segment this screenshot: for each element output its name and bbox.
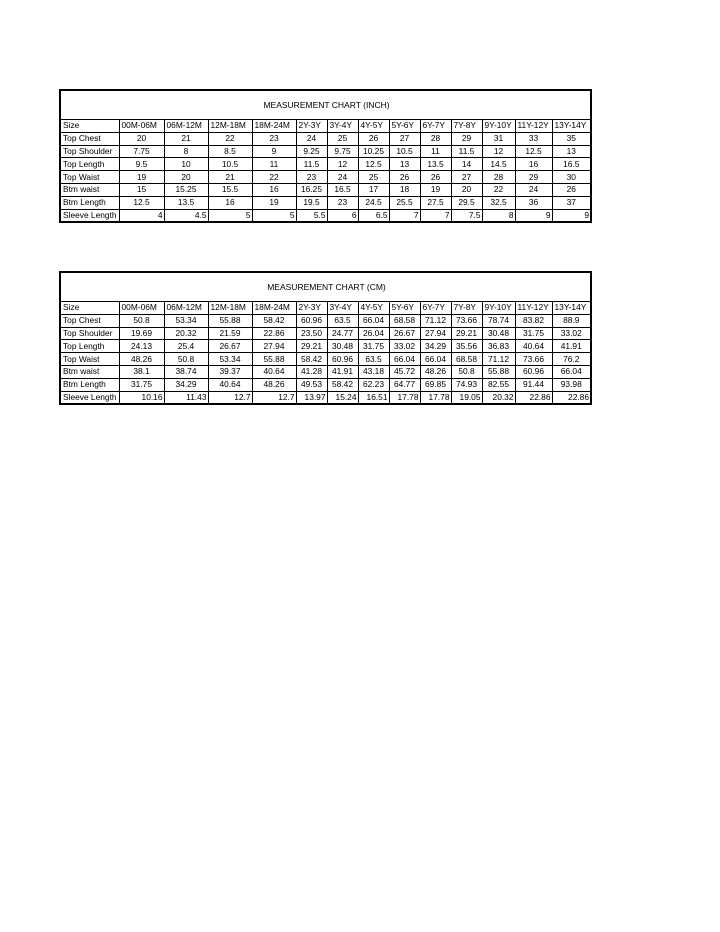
measurement-cell: 50.8 <box>164 353 208 366</box>
measurement-cell: 12.7 <box>208 391 252 403</box>
size-header-cell: 06M-12M <box>164 302 208 314</box>
measurement-cell: 32.5 <box>482 196 515 209</box>
measurement-cell: 12.5 <box>515 145 552 158</box>
measurement-cell: 40.64 <box>515 340 552 353</box>
measurement-cell: 16.25 <box>296 183 327 196</box>
measurement-cell: 6.5 <box>358 209 389 221</box>
measurement-cell: 7.75 <box>119 145 164 158</box>
size-header-cell: 2Y-3Y <box>296 302 327 314</box>
size-header-row <box>61 120 590 132</box>
measurement-cell: 76.2 <box>552 353 590 366</box>
measurement-cell: 26.67 <box>208 340 252 353</box>
measurement-cell: 53.34 <box>208 353 252 366</box>
measurement-cell: 24 <box>327 171 358 184</box>
measurement-cell: 26.04 <box>358 327 389 340</box>
row-label: Top Waist <box>61 171 119 184</box>
size-header-cell: 7Y-8Y <box>451 120 482 132</box>
measurement-cell: 20.32 <box>482 391 515 403</box>
measurement-cell: 9 <box>252 145 296 158</box>
measurement-cell: 93.98 <box>552 378 590 391</box>
measurement-cell: 68.58 <box>451 353 482 366</box>
size-header-cell: 6Y-7Y <box>420 302 451 314</box>
measurement-cell: 18 <box>389 183 420 196</box>
measurement-cell: 40.64 <box>208 378 252 391</box>
measurement-cell: 38.1 <box>119 365 164 378</box>
table-row <box>61 132 590 145</box>
measurement-cell: 48.26 <box>119 353 164 366</box>
row-label: Sleeve Length <box>61 209 119 221</box>
size-header-cell: 2Y-3Y <box>296 120 327 132</box>
measurement-cell: 17 <box>358 183 389 196</box>
row-label: Sleeve Length <box>61 391 119 403</box>
measurement-cell: 22.86 <box>252 327 296 340</box>
measurement-cell: 41.91 <box>552 340 590 353</box>
size-header-cell: 00M-06M <box>119 302 164 314</box>
measurement-cell: 11.5 <box>451 145 482 158</box>
measurement-cell: 20 <box>119 132 164 145</box>
measurement-cell: 9.75 <box>327 145 358 158</box>
measurement-cell: 33.02 <box>389 340 420 353</box>
measurement-cell: 16.51 <box>358 391 389 403</box>
measurement-cell: 31.75 <box>358 340 389 353</box>
measurement-cell: 78.74 <box>482 314 515 327</box>
measurement-cell: 26 <box>389 171 420 184</box>
measurement-cell: 88.9 <box>552 314 590 327</box>
measurement-cell: 10 <box>164 158 208 171</box>
measurement-cell: 33.02 <box>552 327 590 340</box>
measurement-cell: 10.5 <box>208 158 252 171</box>
measurement-cell: 8.5 <box>208 145 252 158</box>
size-header-cell: 4Y-5Y <box>358 302 389 314</box>
measurement-cell: 45.72 <box>389 365 420 378</box>
table-row <box>61 391 590 403</box>
measurement-cell: 15 <box>119 183 164 196</box>
row-label: Top Chest <box>61 132 119 145</box>
measurement-cell: 24.13 <box>119 340 164 353</box>
measurement-cell: 11.5 <box>296 158 327 171</box>
measurement-cell: 62.23 <box>358 378 389 391</box>
measurement-cell: 24.77 <box>327 327 358 340</box>
table-row <box>61 365 590 378</box>
measurement-cell: 17.78 <box>389 391 420 403</box>
measurement-cell: 5 <box>208 209 252 221</box>
measurement-cell: 24 <box>296 132 327 145</box>
table-row <box>61 183 590 196</box>
measurement-cell: 8 <box>164 145 208 158</box>
measurement-cell: 16.5 <box>327 183 358 196</box>
measurement-cell: 9 <box>515 209 552 221</box>
row-label: Top Waist <box>61 353 119 366</box>
measurement-cell: 66.04 <box>389 353 420 366</box>
size-header-cell: 5Y-6Y <box>389 120 420 132</box>
row-label: Top Chest <box>61 314 119 327</box>
measurement-cell: 50.8 <box>119 314 164 327</box>
measurement-cell: 22 <box>208 132 252 145</box>
measurement-cell: 43.18 <box>358 365 389 378</box>
measurement-cell: 26.67 <box>389 327 420 340</box>
measurement-cell: 26 <box>358 132 389 145</box>
measurement-chart-cm <box>59 271 592 405</box>
measurement-cell: 37 <box>552 196 590 209</box>
measurement-cell: 12 <box>482 145 515 158</box>
measurement-cell: 30.48 <box>482 327 515 340</box>
measurement-cell: 33 <box>515 132 552 145</box>
measurement-cell: 66.04 <box>420 353 451 366</box>
measurement-cell: 15.25 <box>164 183 208 196</box>
measurement-cell: 21 <box>164 132 208 145</box>
measurement-cell: 34.29 <box>164 378 208 391</box>
measurement-cell: 48.26 <box>420 365 451 378</box>
measurement-cell: 27.94 <box>420 327 451 340</box>
measurement-cell: 66.04 <box>358 314 389 327</box>
measurement-cell: 55.88 <box>208 314 252 327</box>
measurement-cell: 28 <box>482 171 515 184</box>
size-header-cell: 00M-06M <box>119 120 164 132</box>
measurement-cell: 21.59 <box>208 327 252 340</box>
size-header-cell: 18M-24M <box>252 120 296 132</box>
chart-title: MEASUREMENT CHART (INCH) <box>61 91 590 120</box>
size-header-cell: 6Y-7Y <box>420 120 451 132</box>
row-label: Top Shoulder <box>61 145 119 158</box>
measurement-cell: 24 <box>515 183 552 196</box>
measurement-cell: 23 <box>327 196 358 209</box>
size-header-cell: 9Y-10Y <box>482 302 515 314</box>
measurement-cell: 29.5 <box>451 196 482 209</box>
measurement-cell: 55.88 <box>252 353 296 366</box>
measurement-cell: 27.94 <box>252 340 296 353</box>
measurement-cell: 14.5 <box>482 158 515 171</box>
size-header-row <box>61 302 590 314</box>
size-header-cell: 4Y-5Y <box>358 120 389 132</box>
measurement-cell: 74.93 <box>451 378 482 391</box>
measurement-cell: 12 <box>327 158 358 171</box>
row-label: Top Shoulder <box>61 327 119 340</box>
measurement-cell: 5 <box>252 209 296 221</box>
measurement-cell: 91.44 <box>515 378 552 391</box>
size-header-cell: 12M-18M <box>208 120 252 132</box>
measurement-cell: 16 <box>252 183 296 196</box>
table-row <box>61 353 590 366</box>
measurement-cell: 19.05 <box>451 391 482 403</box>
table-row <box>61 196 590 209</box>
measurement-cell: 55.88 <box>482 365 515 378</box>
measurement-cell: 71.12 <box>482 353 515 366</box>
measurement-cell: 23 <box>252 132 296 145</box>
measurement-cell: 40.64 <box>252 365 296 378</box>
measurement-cell: 26 <box>552 183 590 196</box>
measurement-cell: 31 <box>482 132 515 145</box>
measurement-cell: 27 <box>389 132 420 145</box>
measurement-cell: 41.28 <box>296 365 327 378</box>
measurement-cell: 20.32 <box>164 327 208 340</box>
measurement-cell: 7 <box>420 209 451 221</box>
measurement-cell: 25.5 <box>389 196 420 209</box>
size-header-cell: 3Y-4Y <box>327 120 358 132</box>
size-header-cell: 18M-24M <box>252 302 296 314</box>
measurement-cell: 29.21 <box>296 340 327 353</box>
row-label: Btm waist <box>61 183 119 196</box>
measurement-cell: 41.91 <box>327 365 358 378</box>
measurement-cell: 9.5 <box>119 158 164 171</box>
measurement-cell: 22.86 <box>552 391 590 403</box>
measurement-cell: 39.37 <box>208 365 252 378</box>
measurement-cell: 83.82 <box>515 314 552 327</box>
size-header-label: Size <box>61 120 119 132</box>
measurement-cell: 30 <box>552 171 590 184</box>
measurement-cell: 73.66 <box>451 314 482 327</box>
measurement-cell: 25 <box>358 171 389 184</box>
measurement-cell: 11 <box>252 158 296 171</box>
measurement-cell: 22 <box>482 183 515 196</box>
measurement-cell: 10.16 <box>119 391 164 403</box>
size-header-cell: 7Y-8Y <box>451 302 482 314</box>
measurement-cell: 10.25 <box>358 145 389 158</box>
measurement-cell: 64.77 <box>389 378 420 391</box>
measurement-cell: 49.53 <box>296 378 327 391</box>
size-header-cell: 5Y-6Y <box>389 302 420 314</box>
measurement-cell: 53.34 <box>164 314 208 327</box>
measurement-cell: 34.29 <box>420 340 451 353</box>
measurement-cell: 60.96 <box>296 314 327 327</box>
size-header-cell: 9Y-10Y <box>482 120 515 132</box>
measurement-cell: 19 <box>119 171 164 184</box>
row-label: Top Length <box>61 340 119 353</box>
measurement-cell: 48.26 <box>252 378 296 391</box>
measurement-cell: 29 <box>451 132 482 145</box>
measurement-cell: 60.96 <box>515 365 552 378</box>
measurement-cell: 22.86 <box>515 391 552 403</box>
measurement-cell: 30.48 <box>327 340 358 353</box>
measurement-cell: 8 <box>482 209 515 221</box>
measurement-cell: 20 <box>451 183 482 196</box>
measurement-cell: 20 <box>164 171 208 184</box>
measurement-cell: 69.85 <box>420 378 451 391</box>
measurement-cell: 58.42 <box>252 314 296 327</box>
measurement-cell: 19 <box>252 196 296 209</box>
measurement-cell: 36 <box>515 196 552 209</box>
measurement-cell: 19 <box>420 183 451 196</box>
measurement-cell: 68.58 <box>389 314 420 327</box>
table-row <box>61 340 590 353</box>
table-row <box>61 209 590 221</box>
measurement-cell: 28 <box>420 132 451 145</box>
size-header-cell: 3Y-4Y <box>327 302 358 314</box>
measurement-table <box>61 120 590 221</box>
measurement-cell: 13 <box>389 158 420 171</box>
measurement-cell: 36.83 <box>482 340 515 353</box>
measurement-cell: 25 <box>327 132 358 145</box>
table-row <box>61 171 590 184</box>
row-label: Btm Length <box>61 196 119 209</box>
table-row <box>61 145 590 158</box>
size-header-cell: 11Y-12Y <box>515 302 552 314</box>
measurement-cell: 29.21 <box>451 327 482 340</box>
measurement-cell: 23 <box>296 171 327 184</box>
measurement-cell: 12.7 <box>252 391 296 403</box>
measurement-cell: 9 <box>552 209 590 221</box>
measurement-cell: 17.78 <box>420 391 451 403</box>
measurement-cell: 58.42 <box>327 378 358 391</box>
size-header-cell: 06M-12M <box>164 120 208 132</box>
table-row <box>61 327 590 340</box>
measurement-cell: 26 <box>420 171 451 184</box>
measurement-cell: 7 <box>389 209 420 221</box>
measurement-cell: 22 <box>252 171 296 184</box>
measurement-cell: 35.56 <box>451 340 482 353</box>
measurement-cell: 13.97 <box>296 391 327 403</box>
measurement-cell: 5.5 <box>296 209 327 221</box>
measurement-cell: 19.5 <box>296 196 327 209</box>
measurement-cell: 50.8 <box>451 365 482 378</box>
measurement-cell: 4 <box>119 209 164 221</box>
measurement-cell: 15.24 <box>327 391 358 403</box>
measurement-cell: 10.5 <box>389 145 420 158</box>
measurement-cell: 58.42 <box>296 353 327 366</box>
measurement-cell: 60.96 <box>327 353 358 366</box>
size-header-cell: 13Y-14Y <box>552 120 590 132</box>
size-header-cell: 11Y-12Y <box>515 120 552 132</box>
measurement-cell: 21 <box>208 171 252 184</box>
measurement-cell: 23.50 <box>296 327 327 340</box>
measurement-cell: 16 <box>208 196 252 209</box>
measurement-cell: 16.5 <box>552 158 590 171</box>
measurement-cell: 12.5 <box>358 158 389 171</box>
measurement-cell: 31.75 <box>515 327 552 340</box>
measurement-cell: 19.69 <box>119 327 164 340</box>
measurement-cell: 38.74 <box>164 365 208 378</box>
measurement-cell: 66.04 <box>552 365 590 378</box>
measurement-cell: 13.5 <box>164 196 208 209</box>
measurement-cell: 27 <box>451 171 482 184</box>
measurement-cell: 71.12 <box>420 314 451 327</box>
measurement-cell: 25.4 <box>164 340 208 353</box>
measurement-cell: 16 <box>515 158 552 171</box>
measurement-cell: 14 <box>451 158 482 171</box>
measurement-cell: 27.5 <box>420 196 451 209</box>
measurement-cell: 4.5 <box>164 209 208 221</box>
measurement-cell: 12.5 <box>119 196 164 209</box>
measurement-cell: 13.5 <box>420 158 451 171</box>
row-label: Top Length <box>61 158 119 171</box>
row-label: Btm Length <box>61 378 119 391</box>
measurement-cell: 9.25 <box>296 145 327 158</box>
measurement-cell: 11 <box>420 145 451 158</box>
measurement-cell: 82.55 <box>482 378 515 391</box>
measurement-table <box>61 302 590 403</box>
measurement-cell: 15.5 <box>208 183 252 196</box>
measurement-chart-inch <box>59 89 592 223</box>
chart-title: MEASUREMENT CHART (CM) <box>61 273 590 302</box>
size-header-label: Size <box>61 302 119 314</box>
table-row <box>61 314 590 327</box>
table-row <box>61 158 590 171</box>
measurement-cell: 35 <box>552 132 590 145</box>
size-header-cell: 13Y-14Y <box>552 302 590 314</box>
measurement-cell: 63.5 <box>327 314 358 327</box>
table-row <box>61 378 590 391</box>
measurement-cell: 13 <box>552 145 590 158</box>
row-label: Btm waist <box>61 365 119 378</box>
measurement-cell: 6 <box>327 209 358 221</box>
measurement-cell: 11.43 <box>164 391 208 403</box>
size-header-cell: 12M-18M <box>208 302 252 314</box>
measurement-cell: 7.5 <box>451 209 482 221</box>
measurement-cell: 24.5 <box>358 196 389 209</box>
measurement-cell: 31.75 <box>119 378 164 391</box>
measurement-cell: 73.66 <box>515 353 552 366</box>
measurement-cell: 63.5 <box>358 353 389 366</box>
measurement-cell: 29 <box>515 171 552 184</box>
